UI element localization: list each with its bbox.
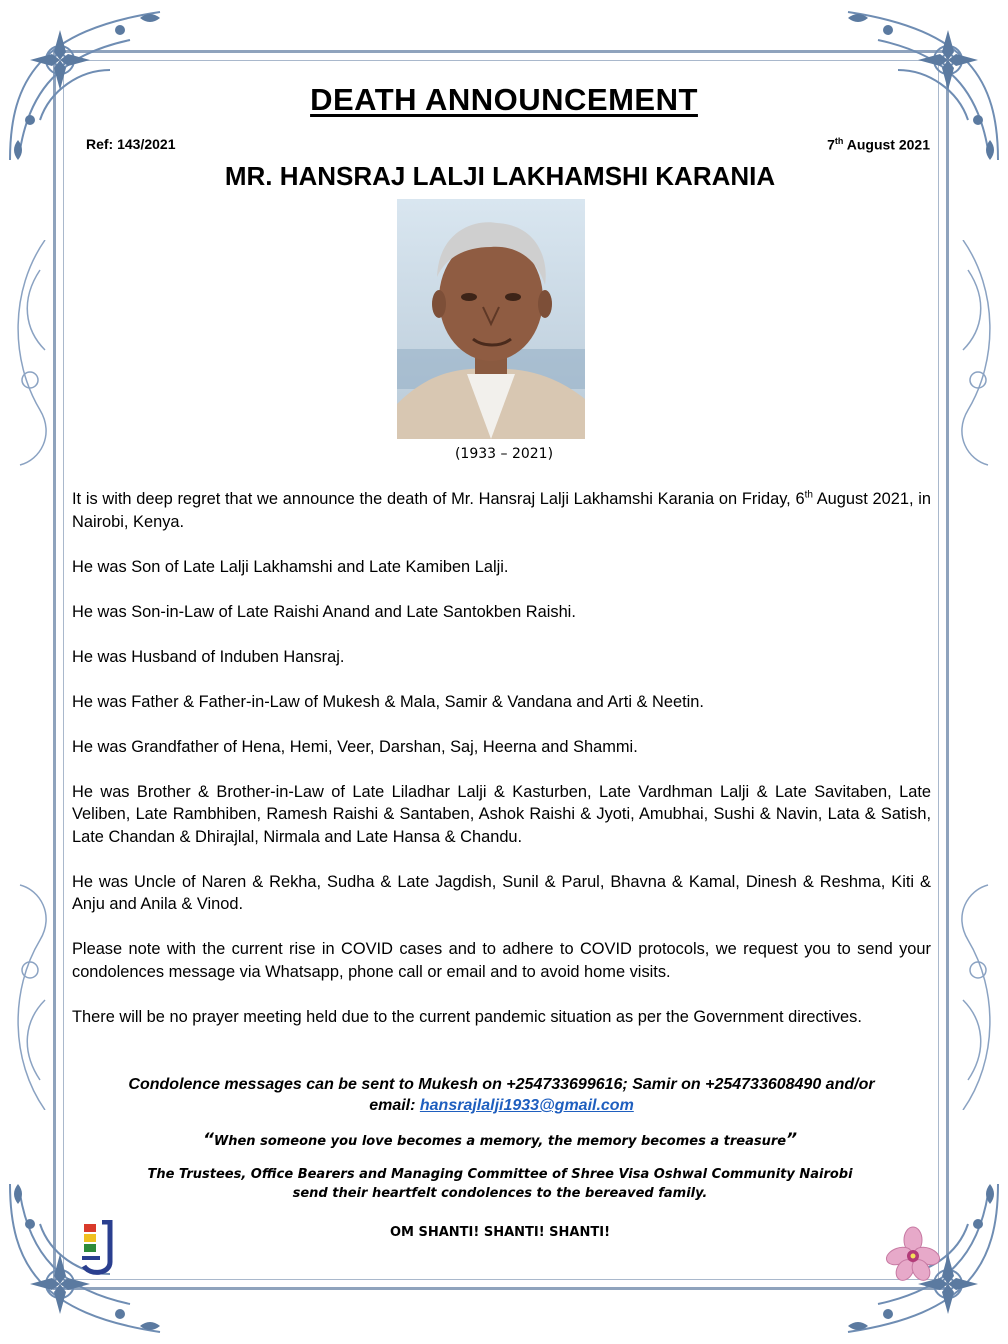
trustees-message <box>0 1165 1000 1203</box>
side-ornament-right-lower <box>948 880 1008 1110</box>
side-ornament-left-lower <box>0 880 60 1110</box>
body-paragraph: He was Husband of Induben Hansraj. <box>72 647 345 666</box>
body-paragraph: He was Father & Father-in-Law of Mukesh & Mala, Samir & Vandana and Arti & Neetin. <box>72 692 704 711</box>
email-line: email: hansrajlalji1933@gmail.com <box>369 1097 634 1114</box>
body-paragraph: He was Son-in-Law of Late Raishi Anand and Late Santokben Raishi. <box>72 602 576 621</box>
body-paragraph: He was Brother & Brother-in-Law of Late Liladhar Lalji & Kasturben, Late Vardhman Lalji & Late Savitaben, Late Veliben, Late Rambhiben, Ramesh Raishi & Santaben, Ashok Raishi & Jyoti, Amubhai, Sushi & Navin, Lata & Satish, Late Chandan & Dhirajlal, Nirmala and Late Hansa & Chandu. <box>72 782 931 846</box>
body-paragraph: There will be no prayer meeting held due to the current pandemic situation as per the Government directives. <box>72 1007 862 1026</box>
life-years: (1933 – 2021) <box>454 446 554 462</box>
deceased-name: MR. HANSRAJ LALJI LAKHAMSHI KARANIA <box>224 161 776 191</box>
announcement-title: DEATH ANNOUNCEMENT <box>310 82 698 117</box>
announcement-body <box>72 488 931 1051</box>
trustees-line: send their heartfelt condolences to the bereaved family. <box>292 1186 708 1201</box>
body-paragraph: He was Uncle of Naren & Rekha, Sudha & Late Jagdish, Sunil & Parul, Bhavna & Kamal, Dinesh & Reshma, Kiti & Anju and Anila & Vinod. <box>72 872 931 913</box>
orchid-flower-icon <box>885 1226 941 1282</box>
side-ornament-right-upper <box>948 240 1008 470</box>
community-logo-icon <box>78 1220 118 1278</box>
body-paragraph: He was Son of Late Lalji Lakhamshi and Late Kamiben Lalji. <box>72 557 509 576</box>
memorial-quote: “When someone you love becomes a memory, the memory becomes a treasure” <box>202 1130 798 1150</box>
portrait-photo <box>397 199 585 439</box>
announcement-date: 7th August 2021 <box>827 136 930 153</box>
body-paragraph: He was Grandfather of Hena, Hemi, Veer, Darshan, Saj, Heerna and Shammi. <box>72 737 638 756</box>
condolence-contact <box>72 1074 931 1116</box>
reference-number: Ref: 143/2021 <box>86 136 176 152</box>
body-paragraph: Please note with the current rise in COVID cases and to adhere to COVID protocols, we request you to send your condolences message via Whatsapp, phone call or email and to avoid home visits. <box>72 940 931 981</box>
trustees-line: The Trustees, Office Bearers and Managing Committee of Shree Visa Oshwal Community Nairobi <box>147 1167 853 1182</box>
side-ornament-left-upper <box>0 240 60 470</box>
condolence-line: Condolence messages can be sent to Mukesh on +254733699616; Samir on +254733608490 and/or <box>128 1076 875 1093</box>
om-shanti: OM SHANTI! SHANTI! SHANTI! <box>389 1225 611 1240</box>
email-link[interactable]: hansrajlalji1933@gmail.com <box>419 1097 634 1114</box>
body-paragraph: It is with deep regret that we announce the death of Mr. Hansraj Lalji Lakhamshi Karania on Friday, 6th August 2021, in Nairobi, Kenya. <box>72 489 931 531</box>
